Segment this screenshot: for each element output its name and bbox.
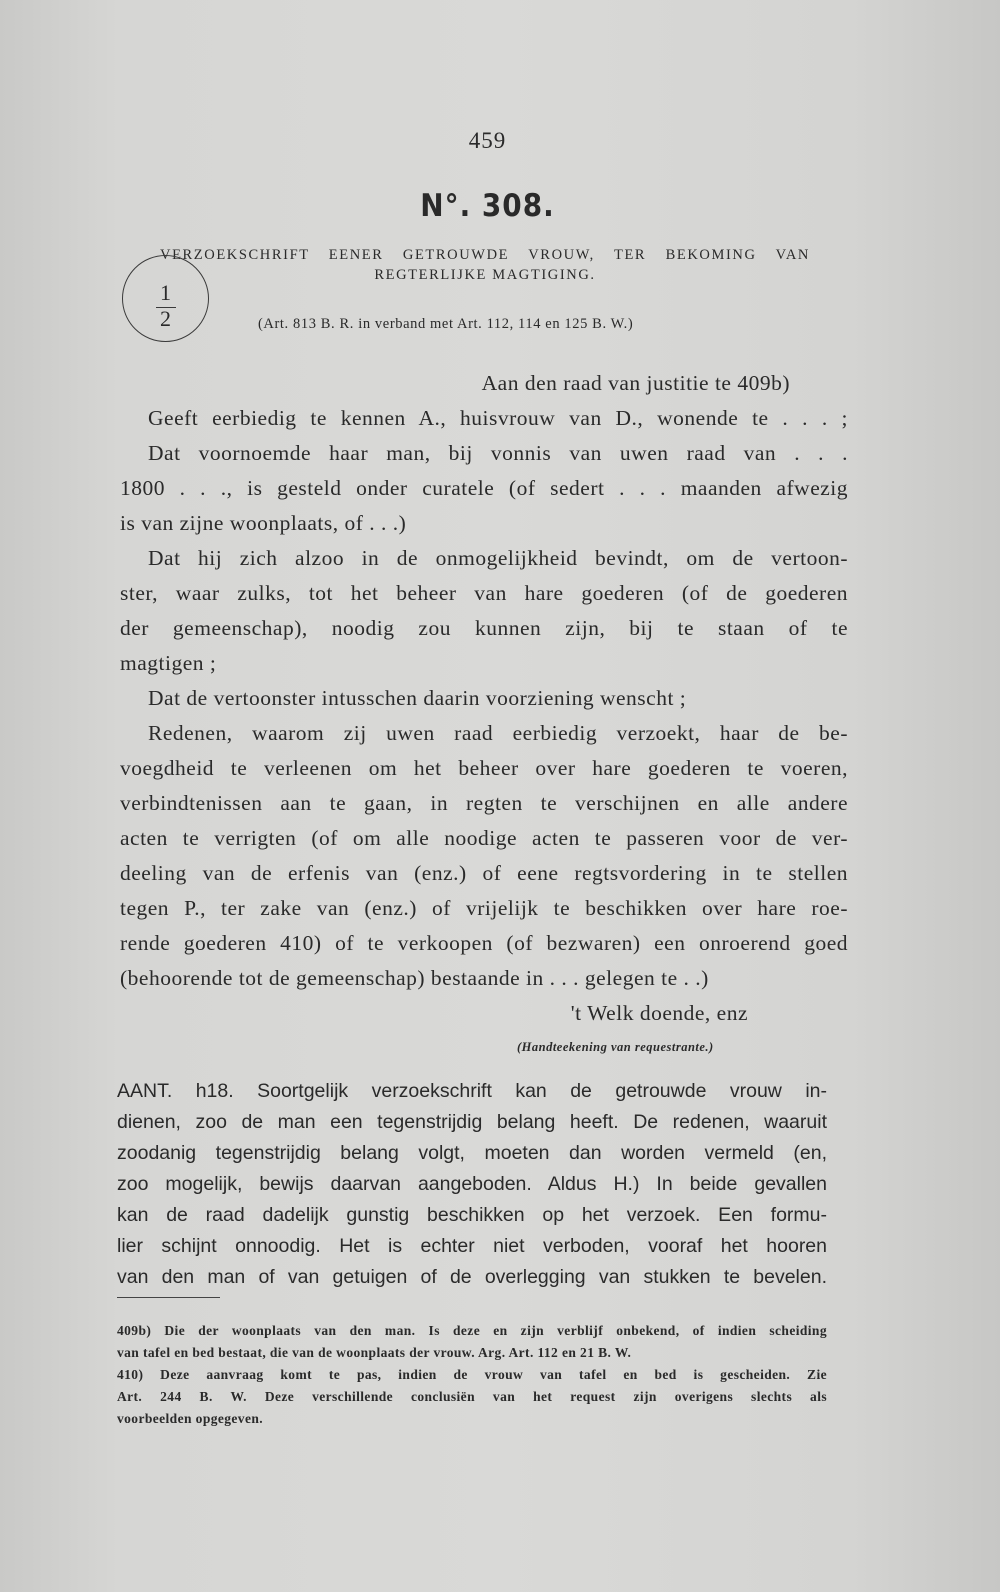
footnote-line: 409b) Die der woonplaats van den man. Is deze en zijn verblijf onbekend, of indien scheiding	[117, 1323, 827, 1338]
body-line: Geeft eerbiedig te kennen A., huisvrouw van D., wonende te . . . ;	[148, 406, 848, 430]
body-line: (behoorende tot de gemeenschap) bestaande in . . . gelegen te . .)	[120, 966, 709, 990]
body-line: 1800 . . ., is gesteld onder curatele (of sedert . . . maanden afwezig	[120, 476, 848, 500]
body-line: der gemeenschap), noodig zou kunnen zijn, bij te staan of te	[120, 616, 848, 640]
article-reference: (Art. 813 B. R. in verband met Art. 112, 114 en 125 B. W.)	[258, 316, 634, 332]
body-line: is van zijne woonplaats, of . . .)	[120, 511, 407, 535]
body-line: acten te verrigten (of om alle noodige acten te passeren voor de ver-	[120, 826, 848, 850]
body-line: magtigen ;	[120, 651, 217, 675]
body-line-addressee: Aan den raad van justitie te 409b)	[481, 371, 790, 395]
footnote-line: 410) Deze aanvraag komt te pas, indien de vrouw van tafel en bed is gescheiden. Zie	[117, 1367, 827, 1382]
body-line: deeling van de erfenis van (enz.) of eene regtsvordering in te stellen	[120, 861, 848, 885]
annotation-paragraph	[117, 1076, 827, 1293]
fraction-stamp	[122, 255, 209, 342]
footnotes	[117, 1320, 827, 1430]
body-line: tegen P., ter zake van (enz.) of vrijelijk te beschikken over hare roe-	[120, 896, 848, 920]
body-line: ster, waar zulks, tot het beheer van hare goederen (of de goederen	[120, 581, 848, 605]
body-line: Dat hij zich alzoo in de onmogelijkheid bevindt, om de vertoon-	[148, 546, 848, 570]
note-line: dienen, zoo de man een tegenstrijdig belang heeft. De redenen, waaruit	[117, 1111, 827, 1133]
body-line: Dat de vertoonster intusschen daarin voorziening wenscht ;	[148, 686, 687, 710]
petition-body	[120, 366, 848, 1031]
stamp-denominator: 2	[160, 306, 171, 331]
note-line: lier schijnt onnoodig. Het is echter niet verboden, vooraf het hooren	[117, 1235, 827, 1257]
footnote-line: voorbeelden opgegeven.	[117, 1411, 264, 1426]
heading-line-1: VERZOEKSCHRIFT EENER GETROUWDE VROUW, TER BEKOMING VAN	[160, 247, 810, 263]
signature-note: (Handteekening van requestrante.)	[517, 1040, 714, 1054]
body-line: voegdheid te verleenen om het beheer over hare goederen te voeren,	[120, 756, 848, 780]
footnote-divider	[117, 1297, 220, 1298]
note-line: zoodanig tegenstrijdig belang volgt, moeten dan worden vermeld (en,	[117, 1142, 827, 1164]
body-line-closing: 't Welk doende, enz	[570, 1001, 748, 1025]
note-line: kan de raad dadelijk gunstig beschikken op het verzoek. Een formu-	[117, 1204, 827, 1226]
footnote-line: Art. 244 B. W. Deze verschillende conclusiën van het request zijn overigens slechts als	[117, 1389, 827, 1404]
stamp-numerator: 1	[160, 280, 171, 305]
note-line: van den man of van getuigen of de overlegging van stukken te bevelen.	[117, 1266, 827, 1288]
note-line: zoo mogelijk, bewijs daarvan aangeboden. Aldus H.) In beide gevallen	[117, 1173, 827, 1195]
body-line: rende goederen 410) of te verkoopen (of bezwaren) een onroerend goed	[120, 931, 848, 955]
document-number: N°. 308.	[420, 188, 555, 224]
body-line: verbindtenissen aan te gaan, in regten te verschijnen en alle andere	[120, 791, 848, 815]
note-line: AANT. h18. Soortgelijk verzoekschrift kan de getrouwde vrouw in-	[117, 1080, 827, 1102]
page-number: 459	[468, 128, 507, 153]
body-line: Redenen, waarom zij uwen raad eerbiedig verzoekt, haar de be-	[148, 721, 848, 745]
footnote-line: van tafel en bed bestaat, die van de woonplaats der vrouw. Arg. Art. 112 en 21 B. W.	[117, 1345, 632, 1360]
body-line: Dat voornoemde haar man, bij vonnis van uwen raad van . . .	[148, 441, 848, 465]
heading-line-2: REGTERLIJKE MAGTIGING.	[374, 267, 596, 283]
